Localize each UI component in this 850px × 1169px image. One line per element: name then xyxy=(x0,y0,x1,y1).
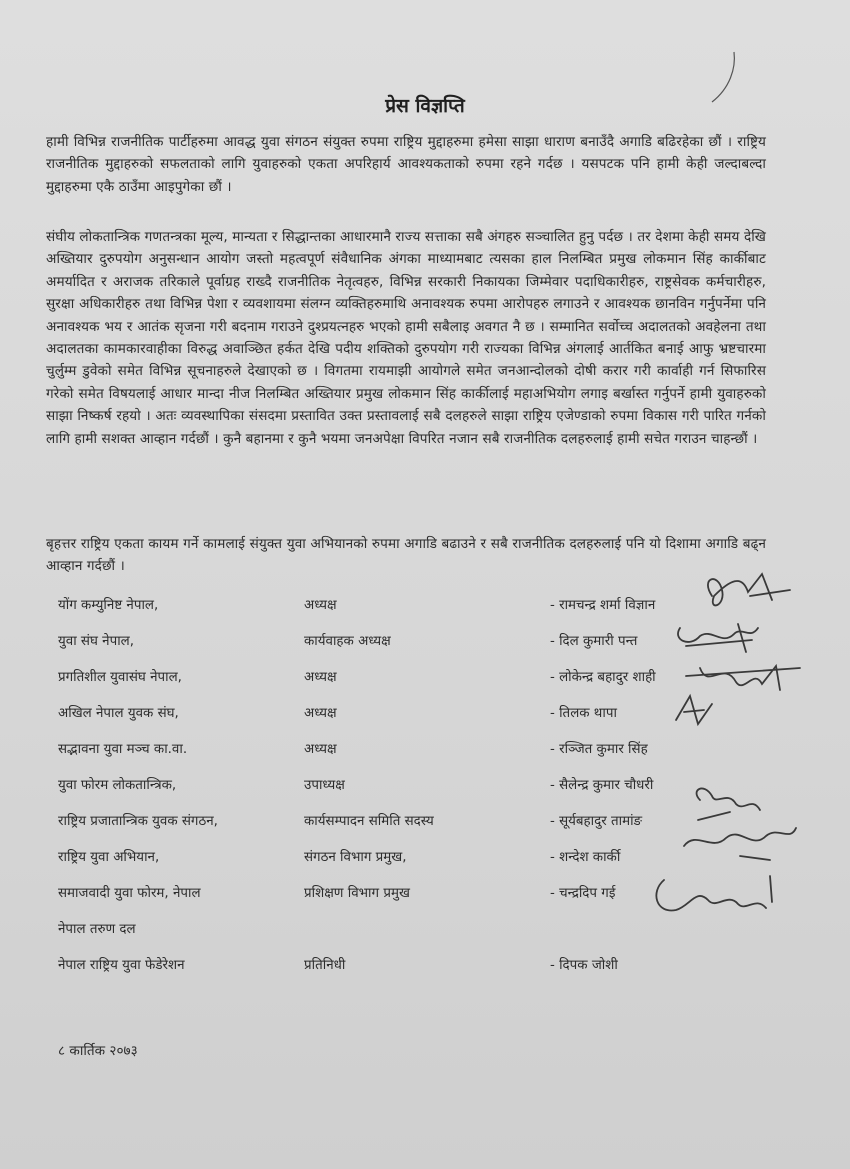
signatory-row xyxy=(58,847,818,883)
release-date: ८ कार्तिक २०७३ xyxy=(58,1043,138,1059)
signatory-role: प्रतिनिधी xyxy=(304,958,346,973)
signatory-org: राष्ट्रिय प्रजातान्त्रिक युवक संगठन, xyxy=(58,814,218,829)
main-paragraph: संघीय लोकतान्त्रिक गणतन्त्रका मूल्य, मान्यता र सिद्धान्तका आधारमानै राज्य सत्ताका सबै अंगहरु सञ्चालित हुनु पर्दछ । तर देशमा केही समय देखि अख्तियार दुरुपयोग अनुसन्धान आयोग जस्तो महत्वपूर्ण संवैधानिक अंगका माध्यामबाट त्यसका हाल निलम्बित प्रमुख लोकमान सिंह कार्कीबाट अमर्यादित र अराजक तरिकाले पूर्वाग्रह राख्दै राजनीतिक नेतृत्वहरु, विभिन्न सरकारी निकायका जिम्मेवार पदाधिकारीहरु, राष्ट्रसेवक कर्मचारीहरु, सुरक्षा अधिकारीहरु तथा विभिन्न पेशा र व्यवशायमा संलग्न व्यक्तिहरुमाथि अनावश्यक रुपमा आरोपहरु लगाउने र आवश्यक छानविन गर्नुपर्नेमा पनि अनावश्यक भय र आतंक सृजना गरी बदनाम गराउने दुश्प्रयत्नहरु भएको हामी सबैलाइ अवगत नै छ । सम्मानित सर्वोच्च अदालतको अवहेलना तथा अदालतका कामकारवाहीका विरुद्ध अवाञ्छित हर्कत देखि पदीय शक्तिको दुरुपयोग गरी राज्यका विभिन्न अंगलाई आर्तकित बनाई आफु भ्रष्टचारमा चुर्लुम्म डुवेको समेत विभिन्न सूचनाहरुले देखाएको छ । विगतमा रायमाझी आयोगले समेत जनआन्दोलको दोषी करार गरी कार्वाही गर्न सिफारिस गरेको समेत विषयलाई आधार मान्दा नीज निलम्बित अख्तियार प्रमुख लोकमान सिंह कार्कीलाई महाअभियोग लगाइ बर्खास्त गर्नुपर्ने हामी युवाहरुको साझा निष्कर्ष रहयो । अतः व्यवस्थापिका संसदमा प्रस्तावित उक्त प्रस्तावलाई सबै दलहरुले साझा राष्ट्रिय एजेण्डाको रुपमा विकास गरी पारित गर्नको लागि हामी सशक्त आव्हान गर्दछौं । कुनै बहानमा र कुनै भयमा जनअपेक्षा विपरित नजान सबै राजनीतिक दलहरुलाई हामी सचेत गराउन चाहन्छौं । xyxy=(46,229,766,447)
signatory-name: - रञ्जित कुमार सिंह xyxy=(550,742,648,757)
signatory-org: अखिल नेपाल युवक संघ, xyxy=(58,706,179,721)
signatory-org: प्रगतिशील युवासंघ नेपाल, xyxy=(58,670,182,685)
signatory-role: अध्यक्ष xyxy=(304,598,337,613)
signatory-row xyxy=(58,775,818,811)
signatory-org: योंग कम्युनिष्ट नेपाल, xyxy=(58,598,159,613)
signatory-org: सद्भावना युवा मञ्च का.वा. xyxy=(58,742,188,757)
signatory-row xyxy=(58,703,818,739)
signatory-name: - दिल कुमारी पन्त xyxy=(550,634,638,649)
intro-paragraph: हामी विभिन्न राजनीतिक पार्टीहरुमा आवद्ध युवा संगठन संयुक्त रुपमा राष्ट्रिय मुद्दाहरुमा हमेसा साझा धाराण बनाउँदै अगाडि बढिरहेका छौं । राष्ट्रिय राजनीतिक मुद्दाहरुको सफलताको लागि युवाहरुको एकता अपरिहार्य आवश्यकताको रुपमा रहने गर्दछ । यसपटक पनि हामी केही जल्दाबल्दा मुद्दाहरुमा एकै ठाउँमा आइपुगेका छौं । xyxy=(46,134,766,195)
signatory-name: - सूर्यबहादुर तामांङ xyxy=(550,814,643,829)
signatory-role: अध्यक्ष xyxy=(304,742,337,757)
signatories-list xyxy=(58,595,818,991)
signatory-role: संगठन विभाग प्रमुख, xyxy=(304,850,407,865)
signatory-row xyxy=(58,739,818,775)
signatory-org: युवा संघ नेपाल, xyxy=(58,634,134,649)
signatory-role: कार्यवाहक अध्यक्ष xyxy=(304,634,391,649)
signatory-row xyxy=(58,955,818,991)
signatory-name: - तिलक थापा xyxy=(550,706,617,721)
signatory-role: अध्यक्ष xyxy=(304,670,337,685)
signatory-name: - सैलेन्द्र कुमार चौधरी xyxy=(550,778,654,793)
signatory-name: - रामचन्द्र शर्मा विज्ञान xyxy=(550,598,656,613)
signatory-row xyxy=(58,811,818,847)
signatory-role: कार्यसम्पादन समिति सदस्य xyxy=(304,814,434,829)
signatory-role: प्रशिक्षण विभाग प्रमुख xyxy=(304,886,410,901)
signatory-name: - चन्द्रदिप गई xyxy=(550,886,616,901)
press-release-title: प्रेस विज्ञप्ति xyxy=(385,95,465,117)
signatory-name: - दिपक जोशी xyxy=(550,958,618,973)
signatory-row xyxy=(58,883,818,919)
signatory-row xyxy=(58,631,818,667)
signatory-org: युवा फोरम लोकतान्त्रिक, xyxy=(58,778,177,793)
signatory-org: नेपाल तरुण दल xyxy=(58,922,136,937)
signatory-role: अध्यक्ष xyxy=(304,706,337,721)
signatory-org: नेपाल राष्ट्रिय युवा फेडेरेशन xyxy=(58,958,185,973)
signatory-row xyxy=(58,667,818,703)
signatory-role: उपाध्यक्ष xyxy=(304,778,345,793)
signatory-org: राष्ट्रिय युवा अभियान, xyxy=(58,850,160,865)
signatory-row xyxy=(58,595,818,631)
closing-paragraph: बृहत्तर राष्ट्रिय एकता कायम गर्ने कामलाई संयुक्त युवा अभियानको रुपमा अगाडि बढाउने र सबै राजनीतिक दलहरुलाई पनि यो दिशामा अगाडि बढ्न आव्हान गर्दछौं । xyxy=(46,536,766,575)
signatory-name: - शन्देश कार्की xyxy=(550,850,621,865)
signatory-org: समाजवादी युवा फोरम, नेपाल xyxy=(58,886,201,901)
signatory-name: - लोकेन्द्र बहादुर शाही xyxy=(550,670,656,685)
signatory-row xyxy=(58,919,818,955)
